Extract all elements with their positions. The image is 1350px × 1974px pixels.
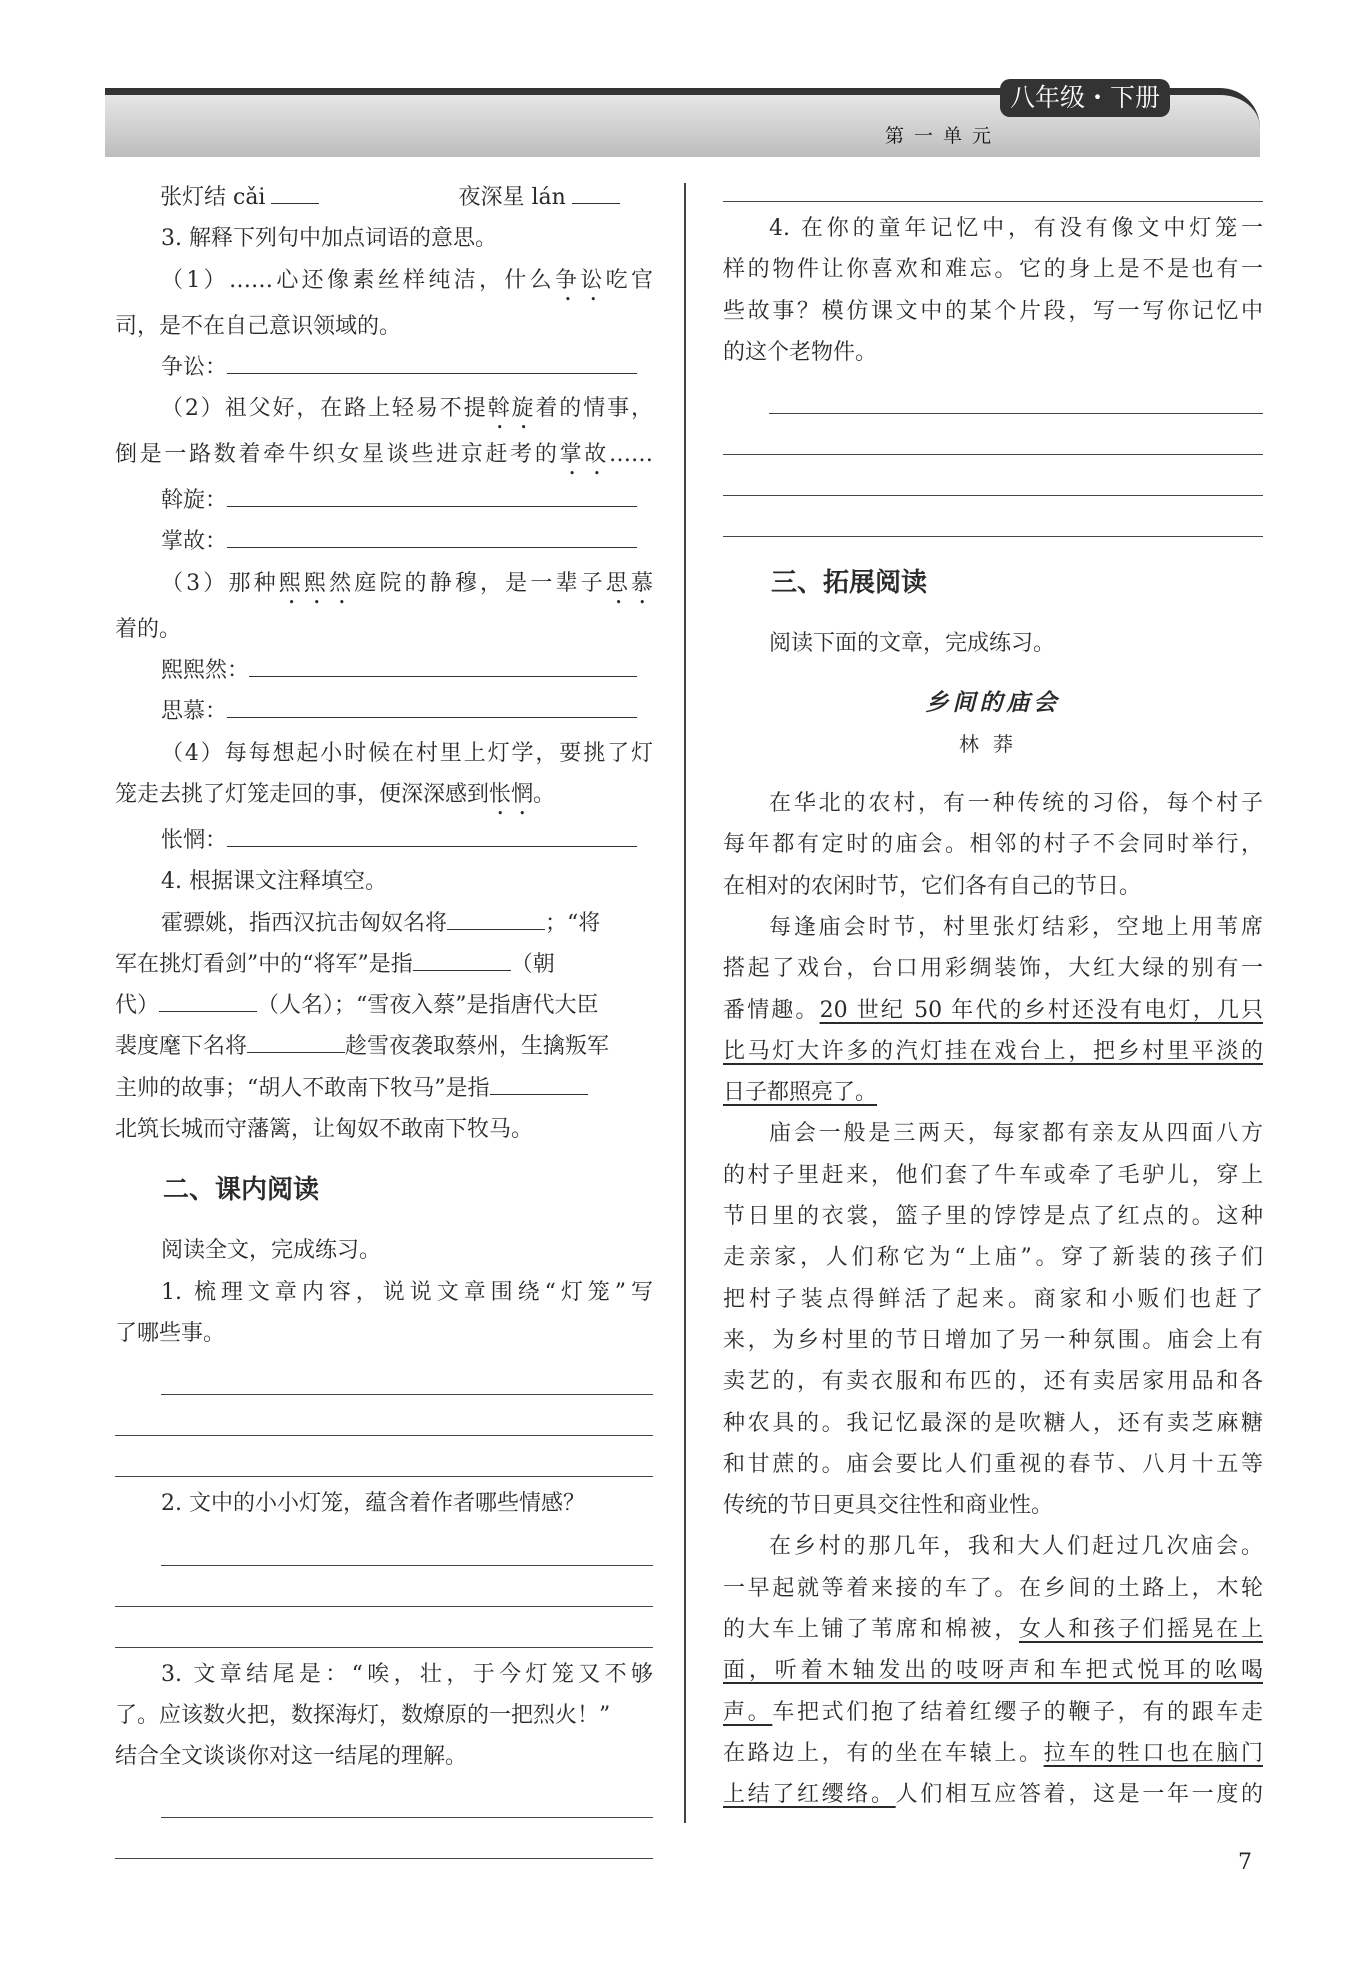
answer-line[interactable] — [115, 1631, 653, 1648]
answer-line[interactable] — [161, 1801, 653, 1818]
section-heading: 二、课内阅读 — [163, 1175, 320, 1206]
underlined-sentence: 20 世纪 50 年代的乡村还没有电灯，几只 — [819, 997, 1263, 1023]
q3-2-sentence: （2）祖父好，在路上轻易不提斡旋着的情事， — [161, 396, 653, 422]
term-row: 熙熙然： — [115, 650, 653, 691]
term-row: 怅惘： — [115, 820, 653, 861]
answer-line[interactable] — [723, 479, 1263, 496]
term-row: 思慕： — [115, 691, 653, 732]
question-3-title: 3. 解释下列句中加点词语的意思。 — [161, 226, 497, 252]
answer-line[interactable] — [161, 1378, 653, 1395]
answer-blank[interactable] — [490, 1068, 588, 1095]
article-author: 林莽 — [959, 731, 1027, 756]
reading-question-3: 3. 文章结尾是：“唉，壮，于今灯笼又不够 — [161, 1661, 653, 1687]
answer-line[interactable] — [115, 1419, 653, 1436]
term-row: 争讼： — [115, 347, 653, 388]
answer-line[interactable] — [227, 521, 637, 548]
answer-line[interactable] — [161, 1549, 653, 1566]
answer-line[interactable] — [249, 650, 637, 677]
underlined-sentence: 女人和孩子们摇晃在上 — [1018, 1617, 1263, 1643]
page-number: 7 — [1238, 1850, 1252, 1875]
reading-question-2: 2. 文中的小小灯笼，蕴含着作者哪些情感？ — [161, 1491, 585, 1517]
answer-line[interactable] — [227, 691, 637, 718]
term-row: 斡旋： — [115, 480, 653, 521]
underlined-sentence: 面，听着木轴发出的吱呀声和车把式悦耳的吆喝 — [723, 1658, 1263, 1684]
answer-line[interactable] — [115, 1842, 653, 1859]
underlined-sentence: 拉车的牲口也在脑门 — [1043, 1740, 1263, 1766]
answer-blank[interactable] — [271, 177, 319, 204]
unit-label: 第一单元 — [885, 125, 1002, 147]
answer-line[interactable] — [769, 397, 1263, 414]
answer-line[interactable] — [227, 820, 637, 847]
answer-line[interactable] — [115, 1590, 653, 1607]
underlined-sentence: 声。 — [723, 1699, 773, 1725]
underlined-sentence: 上结了红缨络。 — [723, 1782, 896, 1808]
answer-line[interactable] — [115, 1460, 653, 1477]
pinyin-row: 张灯结 cǎi 夜深星 lán — [115, 177, 653, 218]
answer-blank[interactable] — [247, 1026, 345, 1053]
page-header — [105, 83, 1260, 157]
section-heading: 三、拓展阅读 — [771, 568, 928, 599]
answer-line[interactable] — [723, 520, 1263, 537]
underlined-sentence: 比马灯大许多的汽灯挂在戏台上，把乡村里平淡的 — [723, 1038, 1263, 1064]
underlined-sentence: 日子都照亮了。 — [723, 1080, 878, 1106]
right-column: 4. 在你的童年记忆中，有没有像文中灯笼一 样的物件让你喜欢和难忘。它的身上是不是也有一 些故事？模仿课文中的某个片段，写一写你记忆中 的这个老物件。 三、拓展阅读 阅读下面的文章，完成练习。 乡间的庙会 林莽 在华北的农村，有一种传统的习俗，每个村子 每年都有定时的庙会。相邻的村子不会同时举行， 在相对的农闲时节，它们各有自己的节日。 每逢庙会时节，村里张灯结彩，空地上用苇席 搭起了戏台，台口用彩绸装饰，大红大绿的别有一 番情趣。20 世纪 50 年代的乡村还没有电灯，几只 比马灯大许多的汽灯挂在戏台上，把乡村里平淡的 日子都照亮了。 庙会一般是三两天，每家都有亲友从四面八方 的村子里赶来，他们套了牛车或牵了毛驴儿，穿上 节日里的衣裳，篮子里的饽饽是点了红点的。这种 走亲家，人们称它为“上庙”。穿了新装的孩子们 把村子装点得鲜活了起来。商家和小贩们也赶了 来，为乡村里的节日增加了另一种氛围。庙会上有 卖艺的，有卖衣服和布匹的，还有卖居家用品和各 种农具的。我记忆最深的是吹糖人，还有卖芝麻糖 和甘蔗的。庙会要比人们重视的春节、八月十五等 传统的节日更具交往性和商业性。 在乡村的那几年，我和大人们赶过几次庙会。 一早起就等着来接的车了。在乡间的土路上，木轮 的大车上铺了苇席和棉被，女人和孩子们摇晃在上 面，听着木轴发出的吱呀声和车把式悦耳的吆喝 声。车把式们抱了结着红缨子的鞭子，有的跟车走 在路边上，有的坐在车辕上。拉车的牲口也在脑门 上结了红缨络。人们相互应答着，这是一年一度的 — [723, 177, 1263, 1816]
answer-blank[interactable] — [159, 985, 257, 1012]
answer-blank[interactable] — [572, 177, 620, 204]
q3-4-sentence: （4）每每想起小时候在村里上灯学，要挑了灯 — [161, 740, 653, 766]
answer-line[interactable] — [723, 438, 1263, 455]
reading-question-1: 1. 梳理文章内容，说说文章围绕“灯笼”写 — [161, 1279, 653, 1305]
answer-line[interactable] — [227, 347, 637, 374]
q3-3-sentence: （3）那种熙熙然庭院的静穆，是一辈子思慕 — [161, 570, 653, 596]
answer-blank[interactable] — [413, 944, 511, 971]
answer-line[interactable] — [723, 185, 1263, 202]
left-column: 张灯结 cǎi 夜深星 lán 3. 解释下列句中加点词语的意思。 （1）……心还像素丝样纯洁，什么争讼吃官 司，是不在自己意识领域的。 争讼： （2）祖父好，在路上轻易不提斡旋着的情事， 倒是一路数着牵牛织女星谈些进京赶考的掌故…… 斡旋： 掌故： （3）那种熙熙然庭院的静穆，是一辈子思慕 着的。 熙熙然： 思慕： （4）每每想起小时候在村里上灯学，要挑了灯 笼走去挑了灯笼走回的事，便深深感到怅惘。 怅惘： 4. 根据课文注释填空。 霍骠姚，指西汉抗击匈奴名将 ；“将 军在挑灯看剑”中的“将军”是指 （朝 代） （人名）；“雪夜入蔡”是指唐代大臣 裴度麾下名将 趁雪夜袭取蔡州，生擒叛军 主帅的故事；“胡人不敢南下牧马”是指 北筑长城而守藩篱，让匈奴不敢南下牧马。 二、课内阅读 阅读全文，完成练习。 1. 梳理文章内容，说说文章围绕“灯笼”写 了哪些事。 2. 文中的小小灯笼，蕴含着作者哪些情感？ 3. 文章结尾是：“唉，壮，于今灯笼又不够 了。应该数火把，数探海灯，数燎原的一把烈火！” 结合全文谈谈你对这一结尾的理解。 — [115, 177, 653, 1859]
question-4-title: 4. 根据课文注释填空。 — [161, 869, 387, 895]
answer-blank[interactable] — [447, 903, 545, 930]
term-row: 掌故： — [115, 521, 653, 562]
column-divider — [684, 183, 686, 1823]
q3-1-sentence: （1）……心还像素丝样纯洁，什么争讼吃官 — [161, 267, 653, 293]
grade-badge: 八年级・下册 — [1000, 79, 1170, 117]
answer-line[interactable] — [227, 480, 637, 507]
question-4-creative: 4. 在你的童年记忆中，有没有像文中灯笼一 — [769, 216, 1263, 241]
article-title: 乡间的庙会 — [925, 689, 1061, 717]
